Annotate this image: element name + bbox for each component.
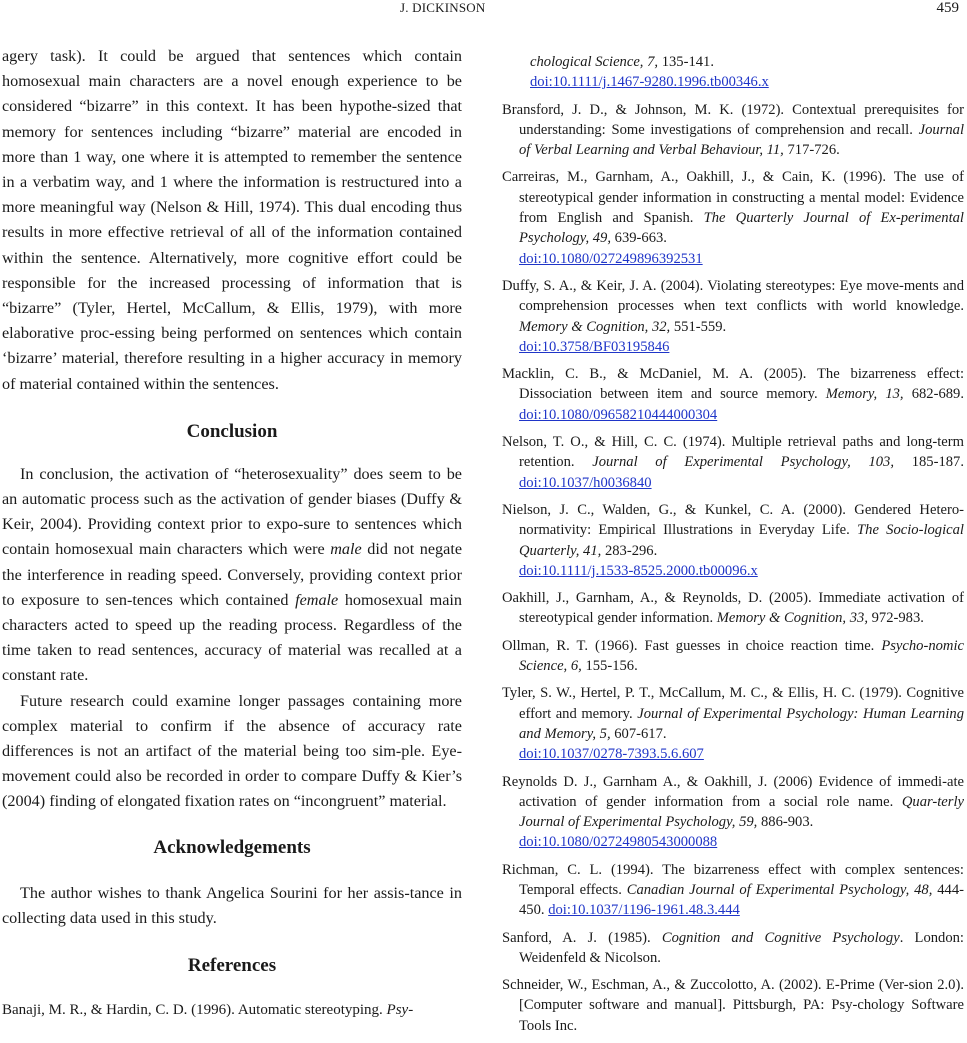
reference-entry <box>502 928 964 969</box>
reference-source: Memory, 13, <box>825 386 904 403</box>
reference-text: Ollman, R. T. (1966). Fast guesses in choice reaction time. <box>502 637 882 654</box>
reference-text: Richman, C. L. (1994). The bizarreness effect with complex sentences: Temporal effects. <box>502 861 964 898</box>
reference-pages: 639-663. <box>611 230 667 247</box>
reference-pages: 155-156. <box>581 658 638 675</box>
reference-pages: 972-983. <box>867 610 924 627</box>
reference-entry <box>502 683 964 764</box>
conclusion-paragraph-1: In conclusion, the activation of “heterosexuality” does seem to be an automatic process such as the activation of gender biases (Duffy & Keir, 2004). Providing context prior to expo-sure to sentences which contain homosexual main characters which were male did not negate the interference in reading speed. Conversely, providing context prior to exposure to sen-tences which contained female homosexual main characters acted to speed up the reading process. Regardless of the time taken to read sentences, accuracy of material was recalled at a constant rate. <box>2 464 463 685</box>
reference-text: Duffy, S. A., & Keir, J. A. (2004). Violating stereotypes: Eye move-ments and comprehension processes when text conflicts with world knowledge. <box>502 277 964 315</box>
running-header <box>0 0 967 20</box>
reference-entry <box>502 860 964 921</box>
acknowledgements-heading: Acknowledgements <box>153 836 311 858</box>
doi-link[interactable]: doi:10.1037/0278-7393.5.6.607 <box>519 746 704 763</box>
reference-source: The Quarterly Journal of Ex-perimental Psychology, 49, <box>519 210 964 247</box>
reference-source: The Socio-logical Quarterly, 41, <box>519 522 964 559</box>
reference-entry <box>502 975 964 1036</box>
references-heading: References <box>187 955 277 977</box>
reference-entry <box>502 364 964 425</box>
reference-text: Oakhill, J., Garnham, A., & Reynolds, D. (2005). Immediate activation of stereotypical gender information. <box>502 590 964 627</box>
conclusion-paragraph-2: Future research could examine longer passages containing more complex material to confirm if the absence of accuracy rate differences is not an artifact of the material being too sim-ple. Eye-movement could also be recorded in order to compare Duffy & Kier’s (2004) finding of elongated fixation rates on “incongruent” material. <box>2 691 462 811</box>
doi-link[interactable]: doi:10.3758/BF03195846 <box>519 338 670 355</box>
doi-link[interactable]: doi:10.1080/02724980543000088 <box>519 834 718 851</box>
reference-entry <box>502 772 964 853</box>
reference-pages: 886-903. <box>757 814 814 831</box>
doi-link[interactable]: doi:10.1111/j.1467-9280.1996.tb00346.x <box>530 74 769 91</box>
reference-pages: 551-559. <box>670 318 727 335</box>
reference-source: Memory & Cognition, 33, <box>716 610 868 627</box>
conclusion-heading: Conclusion <box>186 420 278 442</box>
reference-source: Journal of Experimental Psychology: Human Learning and Memory, 5, <box>519 705 964 742</box>
reference-entry <box>502 500 964 581</box>
reference-pages: 682-689. <box>903 386 964 403</box>
discussion-paragraph: agery task). It could be argued that sentences which contain homosexual main characters are a novel enough experience to be considered “bizarre” in this context. It has been hypothe-sized that memory for sentences including “bizarre” material are encoded in more than 1 way, one where it is attempted to remember the sentence in a verbatim way, and 1 where the information is restructured into a more meaningful way (Nelson & Hill, 1974). This dual encoding thus results in more effective retrieval of all of the information contained within the sentence. Alternatively, more cognitive effort could be responsible for the increased processing of information that is “bizarre” (Tyler, Hertel, McCallum, & Ellis, 1979), with more elaborative proc-essing being performed on sentences which contain ‘bizarre’ material, therefore resulting in a higher accuracy in memory of material contained within the sentences. <box>2 47 462 393</box>
reference-source: Journal of Verbal Learning and Verbal Behaviour, 11, <box>519 121 964 159</box>
reference-entry <box>502 588 964 629</box>
reference-text: Bransford, J. D., & Johnson, M. K. (1972). Contextual prerequisites for understanding: Some investigations of comprehension and recall. <box>502 101 964 138</box>
reference-text: Reynolds D. J., Garnham A., & Oakhill, J. (2006) Evidence of immedi-ate activation of gender information from a social role name. <box>502 773 964 810</box>
reference-text: Schneider, W., Eschman, A., & Zuccolotto, A. (2002). E-Prime (Ver-sion 2.0). [Computer software and manual]. Pittsburgh, PA: Psy-chology Software Tools Inc. <box>502 977 964 1034</box>
reference-source: Psycho-nomic Science, 6, <box>519 637 964 675</box>
reference-text: Tyler, S. W., Hertel, P. T., McCallum, M. C., & Ellis, H. C. (1979). Cognitive effort and memory. <box>502 685 964 722</box>
reference-text: Sanford, A. J. (1985). <box>502 929 662 946</box>
reference-pages: 185-187. <box>894 454 964 471</box>
reference-text: Macklin, C. B., & McDaniel, M. A. (2005). The bizarreness effect: Dissociation between item and source memory. <box>502 366 964 403</box>
reference-pages: . London: Weidenfeld & Nicolson. <box>519 929 964 966</box>
right-column <box>502 52 964 1043</box>
reference-entry <box>502 432 964 493</box>
reference-pages: 717-726. <box>783 142 840 159</box>
reference-entry <box>502 636 964 677</box>
reference-source: Canadian Journal of Experimental Psychology, 48, <box>626 881 933 898</box>
reference-source: Memory & Cognition, 32, <box>519 318 671 335</box>
reference-entry <box>502 167 964 268</box>
reference-source: Quar-terly Journal of Experimental Psychology, 59, <box>519 793 964 831</box>
reference-text: Carreiras, M., Garnham, A., Oakhill, J., & Cain, K. (1996). The use of stereotypical gender information in constructing a mental model: Evidence from English and Spanish. <box>502 169 964 227</box>
reference-entry-continuation: chological Science, 7, 135-141. doi:10.1111/j.1467-9280.1996.tb00346.x <box>530 54 769 91</box>
running-header-author: J. DICKINSON <box>400 0 486 15</box>
reference-pages: 607-617. <box>610 725 667 742</box>
doi-link[interactable]: doi:10.1037/h0036840 <box>519 474 652 491</box>
doi-link[interactable]: doi:10.1037/1196-1961.48.3.444 <box>548 902 740 919</box>
reference-entry <box>502 100 964 161</box>
reference-entry: Banaji, M. R., & Hardin, C. D. (1996). Automatic stereotyping. Psy- <box>2 1002 414 1019</box>
reference-text: Nelson, T. O., & Hill, C. C. (1974). Multiple retrieval paths and long-term retention. <box>502 434 964 471</box>
page-number: 459 <box>936 0 959 16</box>
reference-text: Nielson, J. C., Walden, G., & Kunkel, C. A. (2000). Gendered Hetero-normativity: Empirical Illustrations in Everyday Life. <box>502 501 964 539</box>
reference-source: Journal of Experimental Psychology, 103, <box>592 454 894 471</box>
reference-entry <box>502 276 964 357</box>
reference-list <box>502 100 964 1036</box>
doi-link[interactable]: doi:10.1080/027249896392531 <box>519 250 703 267</box>
reference-pages: 444-450. <box>519 881 964 919</box>
doi-link[interactable]: doi:10.1080/09658210444000304 <box>519 406 718 423</box>
reference-source: Cognition and Cognitive Psychology <box>661 929 900 946</box>
reference-pages: 283-296. <box>601 542 658 559</box>
acknowledgements-paragraph: The author wishes to thank Angelica Sourini for her assis-tance in collecting data used in this study. <box>2 883 462 927</box>
left-column <box>2 44 462 1023</box>
doi-link[interactable]: doi:10.1111/j.1533-8525.2000.tb00096.x <box>519 562 758 579</box>
